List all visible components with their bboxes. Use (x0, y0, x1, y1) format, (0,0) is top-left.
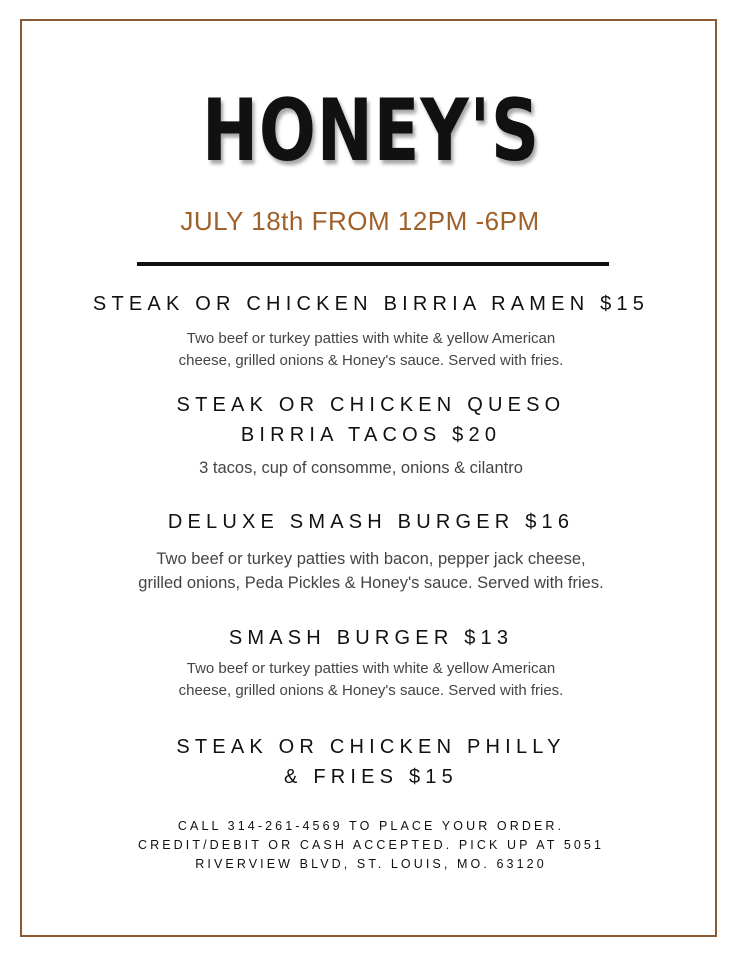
menu-item-title (0, 390, 742, 450)
menu-item-title-line: STEAK OR CHICKEN BIRRIA RAMEN $15 (92, 293, 650, 315)
order-info-line: CALL 314-261-4569 TO PLACE YOUR ORDER. (177, 819, 565, 833)
menu-item-title (0, 289, 742, 319)
menu-item-title-line: DELUXE SMASH BURGER $16 (167, 511, 575, 533)
menu-item-title-line: STEAK OR CHICKEN PHILLY (176, 736, 566, 758)
menu-item-description (0, 658, 742, 702)
menu-item-description (0, 328, 742, 372)
menu-item-desc-line: cheese, grilled onions & Honey's sauce. Served with fries. (178, 352, 564, 369)
menu-item-title (0, 623, 742, 653)
menu-item-desc-line: Two beef or turkey patties with bacon, pepper jack cheese, (156, 550, 586, 568)
brand-title: HONEY'S (201, 81, 541, 181)
menu-item-desc-line: Two beef or turkey patties with white & yellow American (186, 660, 556, 677)
menu-item-title-line: STEAK OR CHICKEN QUESO (176, 394, 566, 416)
menu-item-desc-line: cheese, grilled onions & Honey's sauce. Served with fries. (178, 682, 564, 699)
order-info-line: CREDIT/DEBIT OR CASH ACCEPTED. PICK UP AT 5051 (137, 838, 605, 852)
order-info-line: RIVERVIEW BLVD, ST. LOUIS, MO. 63120 (195, 857, 547, 871)
menu-item-title-line: SMASH BURGER $13 (228, 627, 514, 649)
menu-item-desc-line: grilled onions, Peda Pickles & Honey's sauce. Served with fries. (138, 574, 604, 592)
menu-item-title-line: & FRIES $15 (284, 766, 458, 788)
menu-item-desc-line: Two beef or turkey patties with white & yellow American (186, 330, 556, 347)
menu-item-title (0, 507, 742, 537)
menu-item-title-line: BIRRIA TACOS $20 (240, 424, 502, 446)
menu-item-title (0, 732, 742, 792)
divider-rule (137, 262, 609, 266)
event-date: JULY 18th FROM 12PM -6PM (180, 206, 540, 236)
menu-item-description (0, 456, 722, 480)
menu-item-desc-line: 3 tacos, cup of consomme, onions & cilantro (199, 459, 523, 477)
order-info (0, 817, 742, 874)
menu-item-description (0, 547, 742, 595)
